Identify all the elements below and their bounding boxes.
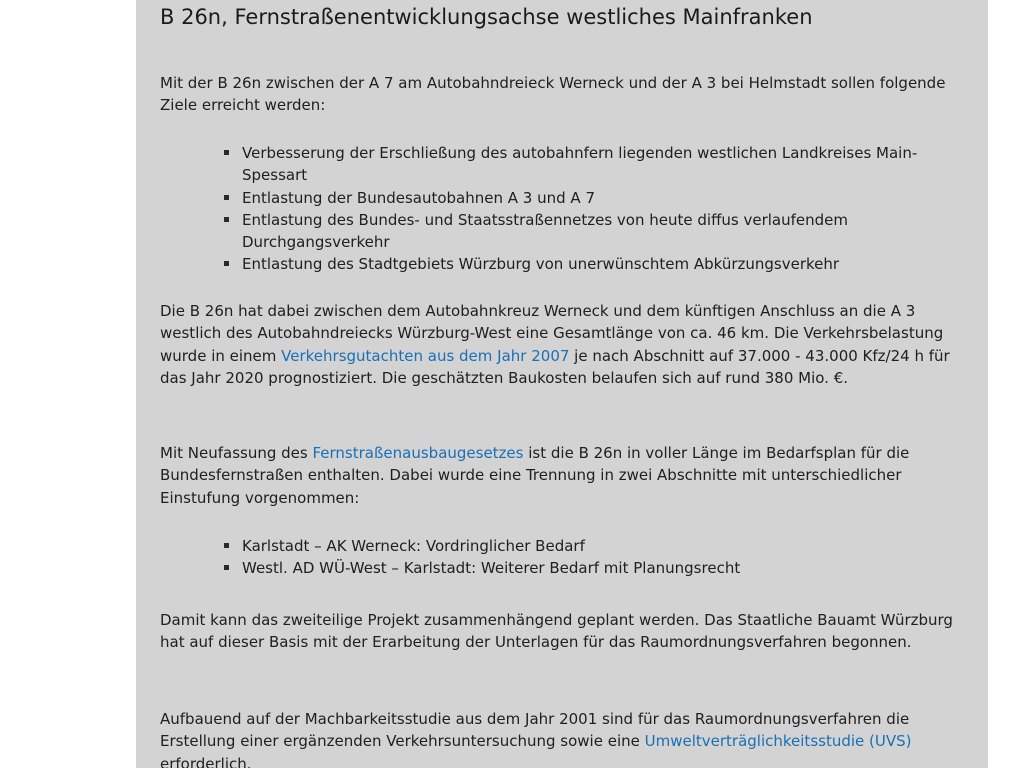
sections-list (222, 535, 962, 580)
list-item-text: Entlastung des Stadtgebiets Würzburg von unerwünschtem Abkürzungsverkehr (242, 255, 840, 274)
goals-list (222, 142, 962, 276)
list-item (222, 209, 962, 254)
bullet-square-icon (224, 261, 229, 266)
list-item (222, 535, 962, 557)
planning-paragraph: Damit kann das zweiteilige Projekt zusammenhängend geplant werden. Das Staatliche Bauamt Würzburg hat auf dieser Basis mit der Erarbeitung der Unterlagen für das Raumordnungsverfahren begonnen. (160, 611, 953, 652)
list-item (222, 253, 962, 275)
list-item-text: Verbesserung der Erschließung des autobahnfern liegenden westlichen Landkreises Main-Spessart (242, 144, 918, 185)
traffic-report-link[interactable]: Verkehrsgutachten aus dem Jahr 2007 (281, 346, 570, 365)
list-item (222, 187, 962, 209)
highway-law-link[interactable]: Fernstraßenausbaugesetzes (312, 444, 524, 462)
law-paragraph (160, 442, 965, 509)
paragraph-text: erforderlich. (160, 754, 252, 768)
bullet-square-icon (224, 543, 229, 548)
paragraph-text: Die B 26n hat dabei zwischen dem Autobahnkreuz Werneck und dem künftigen Anschluss an die A 3 westlich des Autobahndreiecks Würzburg-West eine Gesamtlänge von ca. 46 km. Die Verkehrsbelastung wurde in einem (160, 302, 944, 365)
list-item-text: Entlastung der Bundesautobahnen A 3 und A 7 (242, 188, 595, 207)
paragraph-text: Aufbauend auf der Machbarkeitsstudie aus dem Jahr 2001 sind für das Raumordnungsverfahren die Erstellung einer ergänzenden Verkehrsuntersuchung sowie eine (160, 710, 910, 751)
environmental-study-link[interactable]: Umweltverträglichkeitsstudie (UVS) (644, 732, 912, 751)
paragraph-text: Mit Neufassung des (160, 444, 313, 462)
length-traffic-paragraph (160, 300, 975, 389)
paragraph-text: ist die B 26n in voller Länge im Bedarfsplan für die Bundesfernstraßen enthalten. Dabei wurde eine Trennung in zwei Abschnitte mit unterschiedlicher Einstufung vorgenommen: (160, 444, 910, 507)
content-panel (136, 0, 988, 768)
list-item-text: Westl. AD WÜ-West – Karlstadt: Weiterer Bedarf mit Planungsrecht (242, 559, 741, 578)
page-title: B 26n, Fernstraßenentwicklungsachse westliches Mainfranken (160, 5, 813, 29)
list-item-text: Entlastung des Bundes- und Staatsstraßennetzes von heute diffus verlaufendem Durchgangsverkehr (242, 210, 849, 252)
list-item-text: Karlstadt – AK Werneck: Vordringlicher Bedarf (242, 537, 585, 555)
study-paragraph (160, 708, 970, 768)
bullet-square-icon (224, 565, 229, 570)
bullet-square-icon (224, 217, 229, 222)
intro-paragraph: Mit der B 26n zwischen der A 7 am Autobahndreieck Werneck und der A 3 bei Helmstadt sollen folgende Ziele erreicht werden: (160, 74, 946, 115)
list-item (222, 142, 962, 187)
list-item (222, 557, 962, 579)
bullet-square-icon (224, 195, 229, 200)
bullet-square-icon (224, 150, 229, 155)
paragraph-text: je nach Abschnitt auf 37.000 - 43.000 Kfz/24 h für das Jahr 2020 prognostiziert. Die geschätzten Baukosten belaufen sich auf rund 380 Mio. €. (160, 346, 950, 387)
